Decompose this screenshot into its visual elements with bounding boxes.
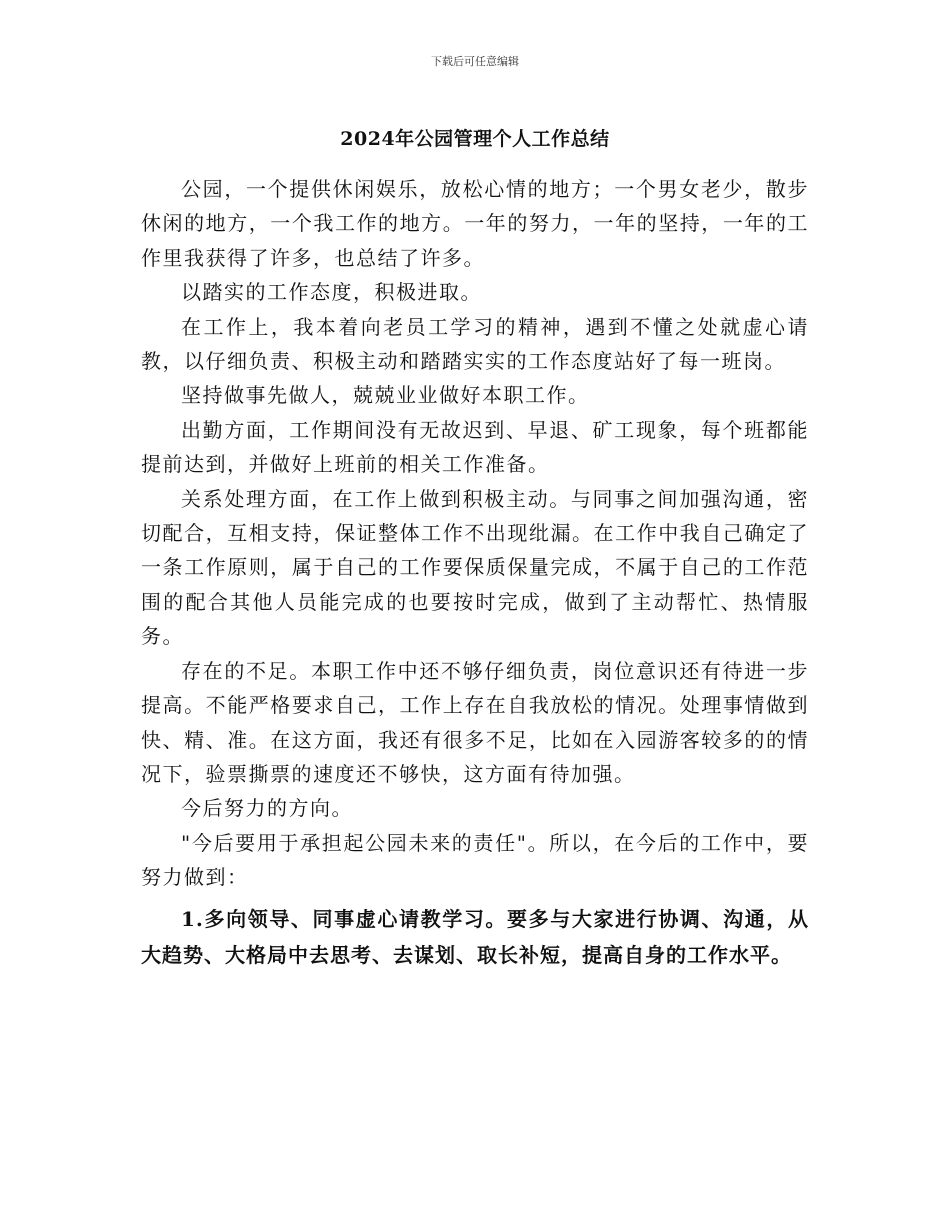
document-body (141, 172, 809, 973)
paragraph-learning: 在工作上，我本着向老员工学习的精神，遇到不懂之处就虚心请教，以仔细负责、积极主动和踏踏实实的工作态度站好了每一班岗。 (141, 314, 809, 374)
page-header-note: 下载后可任意编辑 (431, 55, 519, 68)
paragraph-heading-attitude: 以踏实的工作态度，积极进取。 (181, 280, 482, 305)
paragraph-attendance: 出勤方面，工作期间没有无故迟到、早退、矿工现象，每个班都能提前达到，并做好上班前的相关工作准备。 (141, 417, 809, 477)
paragraph-responsibility: "今后要用于承担起公园未来的责任"。所以，在今后的工作中，要努力做到： (141, 830, 809, 890)
paragraph-intro: 公园，一个提供休闲娱乐，放松心情的地方；一个男女老少，散步休闲的地方，一个我工作的地方。一年的努力，一年的坚持，一年的工作里我获得了许多，也总结了许多。 (141, 177, 809, 270)
paragraph-heading-duty: 坚持做事先做人，兢兢业业做好本职工作。 (181, 383, 590, 408)
paragraph-item-1: 1.多向领导、同事虚心请教学习。要多与大家进行协调、沟通，从大趋势、大格局中去思考、去谋划、取长补短，提高自身的工作水平。 (141, 906, 809, 967)
paragraph-relations: 关系处理方面，在工作上做到积极主动。与同事之间加强沟通，密切配合，互相支持，保证整体工作不出现纰漏。在工作中我自己确定了一条工作原则，属于自己的工作要保质保量完成，不属于自己的工作范围的配合其他人员能完成的也要按时完成，做到了主动帮忙、热情服务。 (141, 486, 809, 649)
paragraph-shortcomings: 存在的不足。本职工作中还不够仔细负责，岗位意识还有待进一步提高。不能严格要求自己，工作上存在自我放松的情况。处理事情做到快、精、准。在这方面，我还有很多不足，比如在入园游客较多的的情况下，验票撕票的速度还不够快，这方面有待加强。 (141, 658, 809, 786)
paragraph-heading-direction: 今后努力的方向。 (181, 796, 353, 821)
document-title: 2024年公园管理个人工作总结 (340, 128, 610, 150)
